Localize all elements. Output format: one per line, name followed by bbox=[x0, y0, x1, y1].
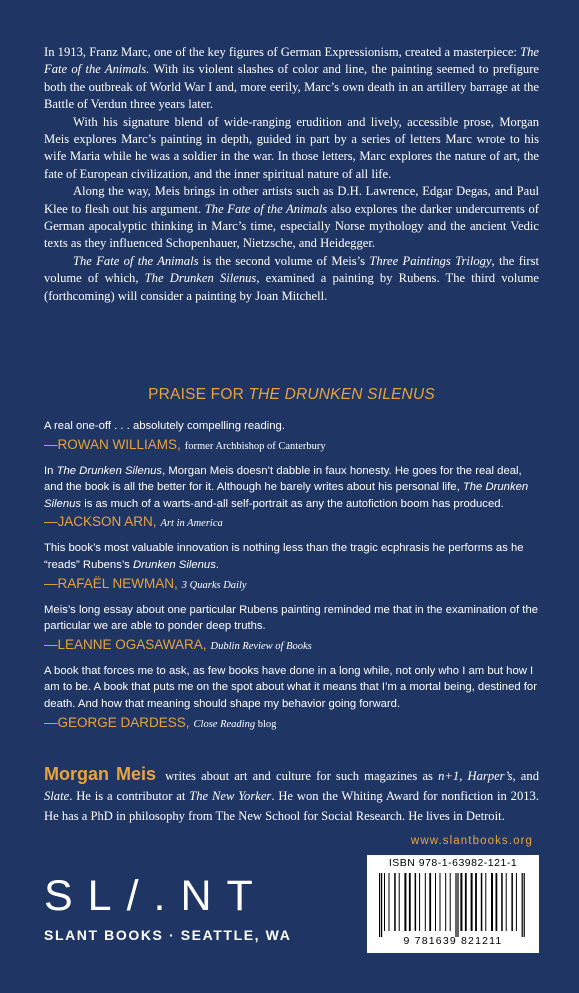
publisher-name: SLANT BOOKS · SEATTLE, WA bbox=[44, 927, 292, 943]
quote-source bbox=[161, 518, 223, 529]
praise-quote bbox=[44, 540, 539, 593]
praise-quotes bbox=[44, 418, 539, 741]
quote-author: —RAFAËL NEWMAN, bbox=[44, 575, 178, 591]
barcode-bar bbox=[399, 873, 400, 931]
description-paragraph: In 1913, Franz Marc, one of the key figures of German Expressionism, created a masterpiece: The Fate of the Animals. With its violent slashes of color and line, the painting seemed to prefigure both the outbreak of World War I and, more eerily, Marc’s own death in an artillery barrage at the Battle of Verdun three years later. bbox=[44, 45, 540, 112]
barcode-bar bbox=[409, 873, 411, 931]
author-name: Morgan Meis bbox=[44, 764, 157, 784]
barcode-bar bbox=[491, 873, 493, 931]
quote-attribution bbox=[44, 513, 539, 532]
quote-attribution bbox=[44, 575, 539, 594]
barcode-bar bbox=[415, 873, 417, 931]
quote-text: A book that forces me to ask, as few books have done in a long while, not only who I am but how I am to be. A book that puts me on the spot about what it means that I’m a mortal being, destined for death. And how that meaning should shape my behavior going forward. bbox=[44, 664, 537, 710]
praise-heading-prefix: PRAISE FOR bbox=[148, 386, 249, 403]
barcode-bar bbox=[485, 873, 486, 931]
italic-text: The Drunken Silenus bbox=[44, 481, 529, 510]
italic-text: The Fate of the Animals bbox=[204, 201, 328, 216]
barcode-bar bbox=[450, 873, 451, 931]
barcode-guard-bar bbox=[522, 873, 523, 937]
barcode-bar bbox=[435, 873, 436, 931]
italic-text: The Drunken Silenus bbox=[144, 271, 257, 286]
italic-text: Dublin Review of Books bbox=[210, 640, 312, 652]
italic-text: Slate bbox=[44, 789, 70, 803]
barcode-bar bbox=[404, 873, 406, 931]
barcode-guard-bar bbox=[457, 873, 458, 937]
author-bio bbox=[44, 764, 539, 826]
barcode-digits: 9 781639 821211 bbox=[403, 935, 503, 947]
barcode-guard-bar bbox=[524, 873, 525, 937]
quote-source bbox=[182, 580, 247, 591]
barcode-bars bbox=[377, 873, 529, 937]
book-description bbox=[44, 44, 539, 305]
praise-heading bbox=[44, 386, 539, 404]
barcode-bar bbox=[496, 873, 498, 931]
praise-quote bbox=[44, 663, 539, 733]
italic-text: The Drunken Silenus bbox=[56, 464, 163, 477]
italic-text: n+1 bbox=[438, 769, 460, 783]
barcode-bar bbox=[465, 873, 467, 931]
praise-quote bbox=[44, 463, 539, 533]
description-paragraph: With his signature blend of wide-ranging erudition and lively, accessible prose, Morgan Meis explores Marc’s painting in depth, guided in part by a series of letters Marc wrote to his wife Maria while he was a soldier in the war. In those letters, Marc explores the nature of art, the fate of European civilization, and the inner spiritual nature of all life. bbox=[44, 114, 539, 181]
quote-author: —JACKSON ARN, bbox=[44, 514, 157, 530]
barcode-bar bbox=[506, 873, 507, 931]
barcode-bar bbox=[471, 873, 473, 931]
barcode-bar bbox=[440, 873, 441, 931]
publisher-website: www.slantbooks.org bbox=[410, 835, 533, 847]
italic-text: Drunken Silenus bbox=[132, 558, 216, 571]
quote-source: former Archbishop of Canterbury bbox=[184, 440, 326, 452]
barcode-bar bbox=[501, 873, 503, 931]
barcode-bar bbox=[389, 873, 390, 931]
barcode-bar bbox=[419, 873, 420, 931]
barcode-bar bbox=[384, 873, 385, 931]
quote-author: —ROWAN WILLIAMS, bbox=[44, 436, 181, 452]
praise-heading-title: THE DRUNKEN SILENUS bbox=[248, 386, 435, 403]
quote-attribution bbox=[44, 436, 539, 455]
barcode-bar bbox=[511, 873, 513, 931]
italic-text: The New Yorker bbox=[189, 789, 272, 803]
italic-text: The Fate of the Animals bbox=[73, 253, 199, 268]
praise-quote bbox=[44, 602, 539, 655]
quote-source: Close Reading blog bbox=[193, 718, 277, 730]
barcode-bar bbox=[516, 873, 517, 931]
quote-attribution bbox=[44, 714, 539, 733]
barcode-bar bbox=[445, 873, 446, 931]
italic-text: Close Reading bbox=[193, 718, 256, 730]
isbn-barcode bbox=[367, 855, 539, 953]
description-paragraph: Along the way, Meis brings in other artists such as D.H. Lawrence, Edgar Degas, and Paul Klee to flesh out his argument. The Fate of the Animals also explores the darker undercurrents of German apocalyptic thinking in Marc’s time, especially Norse mythology and the ancient Vedic texts as they influenced Schopenhauer, Nietzsche, and Heidegger. bbox=[44, 184, 539, 251]
description-paragraph: The Fate of the Animals is the second volume of Meis’s Three Paintings Trilogy, the first volume of which, The Drunken Silenus, examined a painting by Rubens. The third volume (forthcoming) will consider a painting by Joan Mitchell. bbox=[44, 253, 540, 303]
quote-author: —GEORGE DARDESS, bbox=[44, 714, 190, 730]
isbn-label: ISBN 978-1-63982-121-1 bbox=[388, 857, 518, 869]
quote-text: A real one-off . . . absolutely compelling reading. bbox=[44, 420, 285, 432]
quote-text: This book’s most valuable innovation is nothing less than the tragic ecphrasis he performs as he “reads” Rubens’s Drunken Silenus. bbox=[44, 542, 524, 571]
barcode-guard-bar bbox=[455, 873, 456, 937]
barcode-bar bbox=[460, 873, 462, 931]
quote-text: Meis’s long essay about one particular Rubens painting reminded me that in the examination of the particular we are able to ponder deep truths. bbox=[44, 603, 539, 633]
author-bio-text: writes about art and culture for such magazines as n+1, Harper’s, and Slate. He is a contributor at The New Yorker. He won the Whiting Award for nonfiction in 2013. He has a PhD in philosophy from The New School for Social Research. He lives in Detroit. bbox=[44, 769, 539, 823]
barcode-guard-bar bbox=[379, 873, 380, 937]
italic-text: 3 Quarks Daily bbox=[181, 579, 247, 591]
italic-text: Harper’s bbox=[467, 769, 513, 783]
barcode-bar bbox=[425, 873, 426, 931]
italic-text: Art in America bbox=[160, 518, 223, 530]
quote-author: —LEANNE OGASAWARA, bbox=[44, 636, 207, 652]
slant-logo: SL/.NT bbox=[44, 872, 268, 920]
italic-text: The Fate of the Animals. bbox=[44, 45, 539, 77]
barcode-bar bbox=[429, 873, 431, 931]
praise-quote bbox=[44, 418, 539, 455]
barcode-bar bbox=[481, 873, 483, 931]
barcode-bar bbox=[394, 873, 396, 931]
barcode-bar bbox=[475, 873, 477, 931]
italic-text: Three Paintings Trilogy bbox=[369, 253, 492, 268]
quote-source bbox=[211, 641, 312, 652]
quote-attribution bbox=[44, 636, 539, 655]
barcode-guard-bar bbox=[381, 873, 382, 937]
quote-text: In The Drunken Silenus, Morgan Meis doesn’t dabble in faux honesty. He goes for the real deal, and the book is all the better for it. Although he barely writes about his personal life, The Drunken Silenus is as much of a warts-and-all self-portrait as any the autofiction boom has produced. bbox=[44, 464, 529, 510]
